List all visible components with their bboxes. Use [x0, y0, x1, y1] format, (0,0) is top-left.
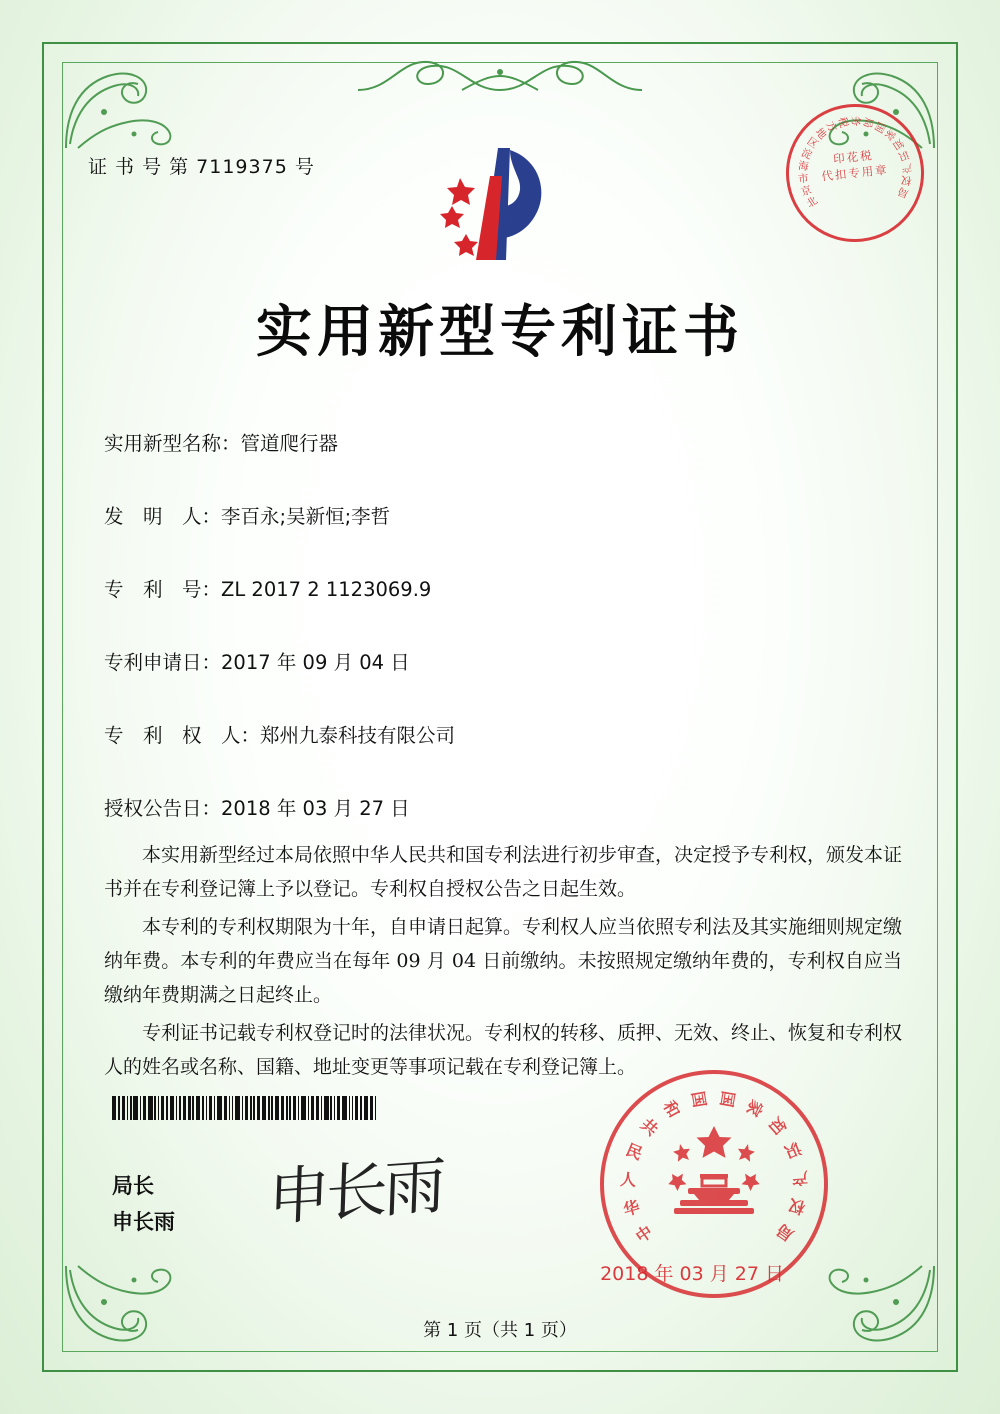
page-title: 实用新型专利证书 — [256, 300, 744, 365]
field-label: 发 明 人： — [104, 505, 222, 528]
field-utility-model-name — [104, 428, 904, 456]
handwritten-signature: 申长雨 — [266, 1148, 443, 1235]
field-list — [104, 428, 904, 866]
signer-block — [112, 1168, 175, 1240]
signer-role: 局长 — [112, 1174, 154, 1198]
certificate-number: 证 书 号 第 7119375 号 — [88, 156, 315, 178]
field-value: 郑州九泰科技有限公司 — [260, 724, 456, 747]
ornament-top-icon — [350, 50, 650, 96]
tax-stamp — [779, 97, 931, 249]
ornament-corner-icon — [64, 64, 184, 150]
paragraph: 本专利的专利权期限为十年，自申请日起算。专利权人应当依照专利法及其实施细则规定缴纳年费。本专利的年费应当在每年 09 月 04 日前缴纳。未按照规定缴纳年费的，专利权自应当缴纳年费期满之日起终止。 — [104, 916, 903, 1006]
body-text — [104, 838, 902, 1088]
tax-stamp-ring-text: 北 京 市 海 淀 区 地 方 税 务 局 国 家 知 识 产 权 局 — [797, 115, 913, 211]
field-value: 2017 年 09 月 04 日 — [221, 651, 410, 674]
field-patentee — [104, 720, 904, 748]
cnipa-logo-icon — [424, 142, 564, 272]
barcode — [112, 1096, 378, 1120]
field-value: 管道爬行器 — [240, 432, 339, 455]
seal-date: 2018 年 03 月 27 日 — [600, 1263, 784, 1285]
national-emblem-icon — [654, 1122, 774, 1238]
field-value: 2018 年 03 月 27 日 — [221, 797, 410, 820]
tax-stamp-line2: 代扣专用章 — [820, 162, 890, 184]
paragraph: 本实用新型经过本局依照中华人民共和国专利法进行初步审查，决定授予专利权，颁发本证书并在专利登记簿上予以登记。专利权自授权公告之日起生效。 — [104, 844, 903, 900]
field-value: ZL 2017 2 1123069.9 — [221, 578, 432, 601]
field-label: 实用新型名称： — [104, 432, 241, 455]
paragraph: 专利证书记载专利权登记时的法律状况。专利权的转移、质押、无效、终止、恢复和专利权人的姓名或名称、国籍、地址变更等事项记载在专利登记簿上。 — [104, 1022, 903, 1078]
national-seal-ring-text: 中 华 人 民 共 和 国 国 家 知 识 产 权 局 — [619, 1089, 809, 1247]
field-label: 授权公告日： — [104, 797, 222, 820]
field-inventors — [104, 501, 904, 529]
field-patent-number — [104, 574, 904, 602]
signer-name: 申长雨 — [112, 1210, 175, 1234]
field-grant-announcement-date — [104, 793, 904, 821]
field-application-date — [104, 647, 904, 675]
field-label: 专 利 号： — [104, 578, 222, 601]
page-footer: 第 1 页（共 1 页） — [423, 1320, 577, 1341]
field-label: 专 利 权 人： — [104, 724, 261, 747]
field-value: 李百永;吴新恒;李哲 — [221, 505, 391, 528]
tax-stamp-line1: 印花税 — [832, 148, 875, 167]
field-label: 专利申请日： — [104, 651, 222, 674]
